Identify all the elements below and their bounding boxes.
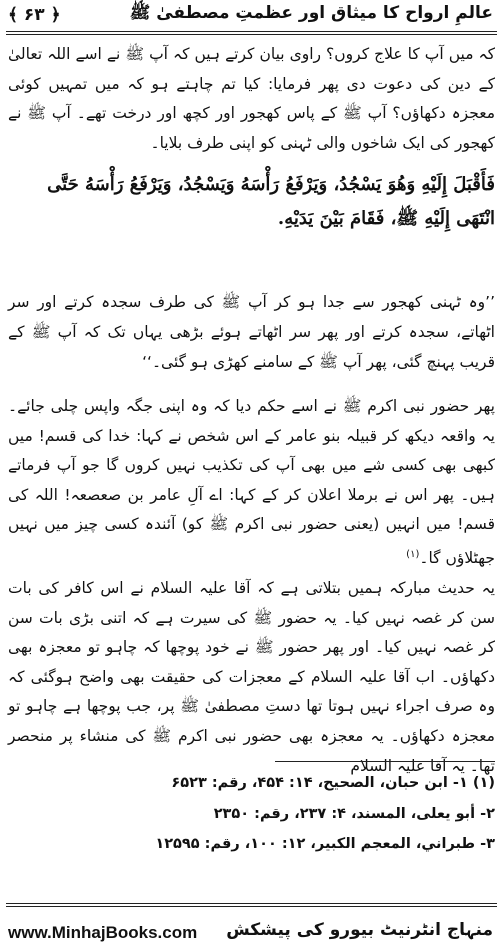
footnotes xyxy=(8,768,495,860)
footer-rule-thin xyxy=(6,906,497,907)
paragraph-1: کہ میں آپ کا علاج کروں؟ راوی بیان کرتے ہیں کہ آپ ﷺ نے اسے اللہ تعالیٰ کے دین کی دعوت دی پھر فرمایا: کیا تم چاہتے ہو کہ میں تمہیں کوئی معجزہ دکھاؤں؟ آپ ﷺ کے پاس کھجور اور کچھ اور درخت تھے۔ آپ ﷺ نے کھجور کی ایک شاخوں والی ٹہنی کو اپنی طرف بلایا۔ xyxy=(8,45,495,152)
footnote-rule xyxy=(275,761,495,762)
running-title: عالمِ ارواح کا میثاق اور عظمتِ مصطفیٰ ﷺ xyxy=(129,3,493,23)
footnote-ref: (۱) xyxy=(406,548,420,560)
arabic-hadith-text: فَأَقْبَلَ إِلَيْهِ وَهُوَ يَسْجُدُ، وَيَرْفَعُ رَأْسَهُ وَيَسْجُدُ، وَيَرْفَعُ رَأْسَهُ حَتَّى انْتَهَى إِلَيْهِ ﷺ، فَقَامَ بَيْنَ يَدَيْهِ. xyxy=(47,174,495,229)
footer-rule xyxy=(6,903,497,904)
header-rule-thin xyxy=(6,34,497,35)
footnote-3: ۳- طبراني، المعجم الكبير، ۱۲: ۱۰۰، رقم: ۱۲۵۹۵ xyxy=(155,836,495,852)
publisher-credit: منہاج انٹرنیٹ بیورو کی پیشکش xyxy=(226,920,493,940)
website-link[interactable]: www.MinhajBooks.com xyxy=(8,923,198,942)
footnote-1: (۱) ۱- ابن حبان، الصحيح، ۱۴: ۴۵۴، رقم: ۶۵۲۳ xyxy=(171,775,495,791)
quote-translation: ’’وہ ٹہنی کھجور سے جدا ہو کر آپ ﷺ کی طرف سجدہ کرتے اور سر اٹھاتے، سجدہ کرتے اور پھر سر اٹھاتے ہوئے بڑھی یہاں تک کہ آپ ﷺ کے قریب پہنچ گئی، پھر آپ ﷺ کے سامنے کھڑی ہو گئی۔‘‘ xyxy=(8,293,495,371)
header-rule xyxy=(6,31,497,32)
page-number: ﴿ ۶۳ ﴾ xyxy=(8,5,61,25)
paragraph-2-text: پھر حضور نبی اکرم ﷺ نے اسے حکم دیا کہ وہ اپنی جگہ واپس چلی جائے۔ یہ واقعہ دیکھ کر قبیلہ بنو عامر کے اس شخص نے کہا: خدا کی قسم! میں کبھی بھی کسی شے میں بھی آپ کی تکذیب نہیں کروں گا جو آپ فرماتے ہیں۔ پھر اس نے برملا اعلان کر کے کہا: اے آلِ عامر بن صعصعہ! اللہ کی قسم! میں انہیں (یعنی حضور نبی اکرم ﷺ کو) آئندہ کسی چیز میں نہیں جھٹلاؤں گا۔ xyxy=(8,397,495,568)
page-header xyxy=(0,0,503,34)
page-footer xyxy=(0,909,503,952)
paragraph-3: یہ حدیث مبارکہ ہمیں بتلاتی ہے کہ آقا علیہ السلام نے اس کافر کی بات سن کر غصہ نہیں کیا۔ یہ حضور ﷺ کی سیرت ہے کہ اتنی بڑی بات سن کر غصہ نہیں کیا۔ اور پھر حضور ﷺ نے خود پوچھا کہ چاہو تو معجزہ بھی دکھاؤں۔ اب آقا علیہ السلام کے معجزات کی حقیقت بھی واضح ہوگئی کہ وہ صرف اجراء نہیں ہوتا تھا دستِ مصطفیٰ ﷺ پر، جب پوچھا ہے چاہو تو معجزہ دکھاؤں۔ یہ معجزہ بھی حضور نبی اکرم ﷺ کی منشاء پر منحصر تھا۔ یہ آقا علیہ السلام xyxy=(8,579,495,775)
paragraph-2 xyxy=(8,392,495,574)
footnote-2: ۲- أبو يعلى، المسند، ۴: ۲۳۷، رقم: ۲۳۵۰ xyxy=(213,805,495,822)
